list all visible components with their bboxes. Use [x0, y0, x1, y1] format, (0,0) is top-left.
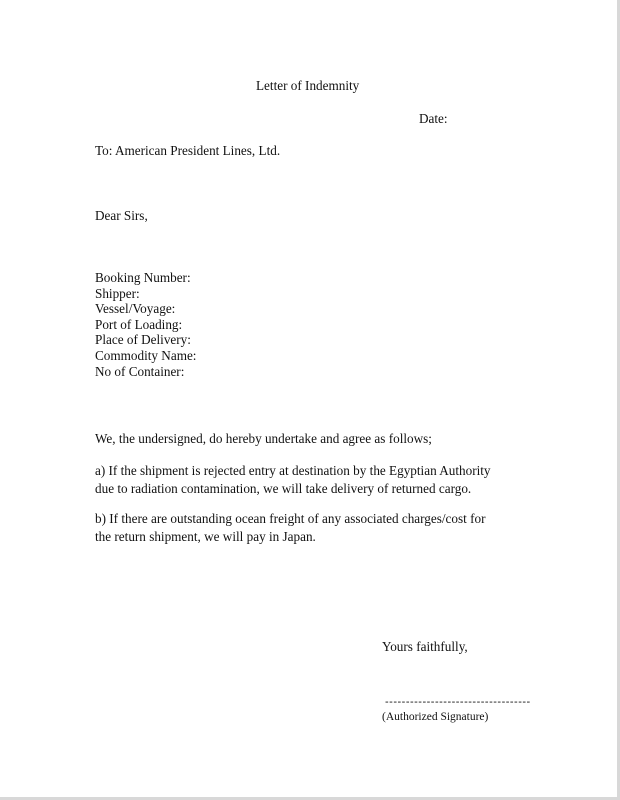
- field-booking-number: Booking Number:: [95, 270, 191, 285]
- field-vessel-voyage: Vessel/Voyage:: [95, 301, 176, 317]
- closing-line: Yours faithfully,: [382, 639, 468, 654]
- field-no-of-container: No of Container:: [95, 363, 185, 379]
- field-commodity-name: Commodity Name:: [95, 347, 197, 363]
- intro-line: We, the undersigned, do hereby undertake and agree as follows;: [95, 431, 432, 446]
- clause-b-line-2: the return shipment, we will pay in Japan.: [95, 528, 316, 544]
- date-label: Date:: [419, 111, 448, 126]
- shipment-fields-list: [95, 270, 196, 379]
- field-shipper: Shipper:: [95, 285, 140, 301]
- undertaking-intro: [95, 430, 432, 448]
- clause-b: [95, 510, 485, 545]
- recipient-line: To: American President Lines, Ltd.: [95, 143, 281, 158]
- clause-b-line-1: b) If there are outstanding ocean freight of any associated charges/cost for: [95, 511, 486, 526]
- clause-a-line-2: due to radiation contamination, we will take delivery of returned cargo.: [95, 480, 472, 496]
- field-place-of-delivery: Place of Delivery:: [95, 332, 191, 348]
- salutation: Dear Sirs,: [95, 208, 148, 223]
- clause-a-line-1: a) If the shipment is rejected entry at destination by the Egyptian Authority: [95, 463, 491, 478]
- clause-a: [95, 462, 491, 497]
- letter-title: Letter of Indemnity: [256, 78, 360, 93]
- signature-line: -----------------------------------: [385, 696, 531, 708]
- field-port-of-loading: Port of Loading:: [95, 316, 183, 332]
- signature-label: (Authorized Signature): [382, 711, 489, 723]
